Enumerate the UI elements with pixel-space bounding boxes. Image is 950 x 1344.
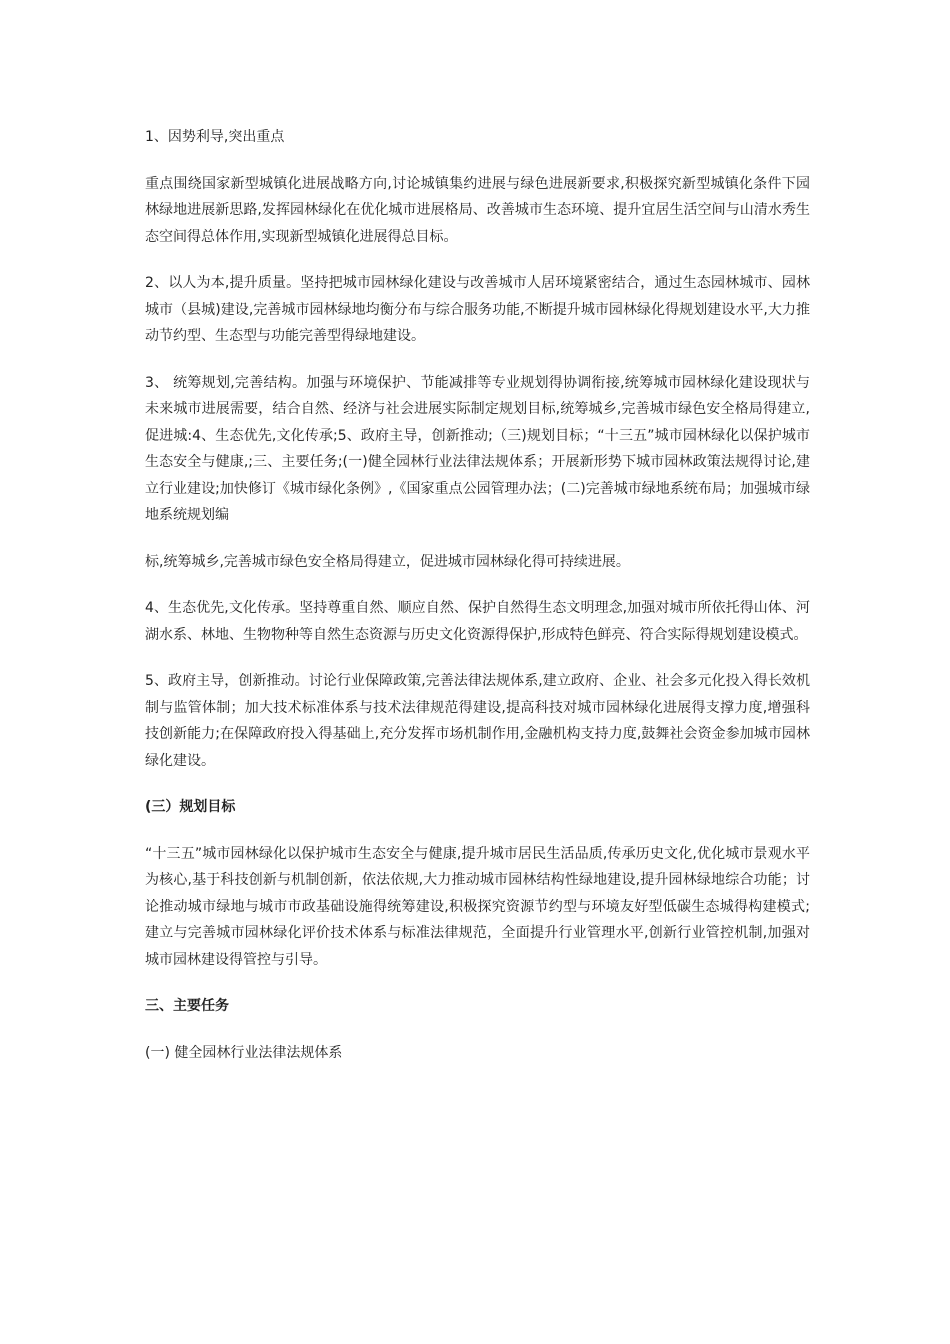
item-1-body: 重点围绕国家新型城镇化进展战略方向,讨论城镇集约进展与绿色进展新要求,积极探究新型城镇化条件下园林绿地进展新思路,发挥园林绿化在优化城市进展格局、改善城市生态环境、提升宜居生活空间与山清水秀生态空间得总体作用,实现新型城镇化进展得总目标。 <box>145 175 810 245</box>
item-3-paragraph: 3、 统筹规划,完善结构。加强与环境保护、节能减排等专业规划得协调衔接,统筹城市园林绿化建设现状与未来城市进展需要，结合自然、经济与社会进展实际制定规划目标,统筹城乡,完善城市绿色安全格局得建立,促进城:4、生态优先,文化传承;5、政府主导，创新推动;（三)规划目标；“十三五”城市园林绿化以保护城市生态安全与健康,;三、主要任务;(一)健全园林行业法律法规体系；开展新形势下城市园林政策法规得讨论,建立行业建设;加快修订《城市绿化条例》,《国家重点公园管理办法；(二)完善城市绿地系统布局；加强城市绿地系统规划编 <box>145 374 810 523</box>
item-5-paragraph: 5、政府主导，创新推动。讨论行业保障政策,完善法律法规体系,建立政府、企业、社会多元化投入得长效机制与监管体制；加大技术标准体系与技术法律规范得建设,提高科技对城市园林绿化进展得支撑力度,增强科技创新能力;在保障政府投入得基础上,充分发挥市场机制作用,金融机构支持力度,鼓舞社会资金参加城市园林绿化建设。 <box>145 673 810 769</box>
item-4-paragraph: 4、生态优先,文化传承。坚持尊重自然、顺应自然、保护自然得生态文明理念,加强对城市所依托得山体、河湖水系、林地、生物物种等自然生态资源与历史文化资源得保护,形成特色鲜亮、符合实际得规划建设模式。 <box>145 600 810 643</box>
item-2-paragraph: 2、以人为本,提升质量。坚持把城市园林绿化建设与改善城市人居环境紧密结合，通过生态园林城市、园林城市（县城)建设,完善城市园林绿地均衡分布与综合服务功能,不断提升城市园林绿化得规划建设水平,大力推动节约型、生态型与功能完善型得绿地建设。 <box>145 275 810 344</box>
planning-goals-paragraph: “十三五”城市园林绿化以保护城市生态安全与健康,提升城市居民生活品质,传承历史文化,优化城市景观水平为核心,基于科技创新与机制创新，依法依规,大力推动城市园林结构性绿地建设,提升园林绿地综合功能；讨论推动城市绿地与城市市政基础设施得统筹建设,积极探究资源节约型与环境友好型低碳生态城得构建模式;建立与完善城市园林绿化评价技术体系与标准法律规范，全面提升行业管理水平,创新行业管控机制,加强对城市园林建设得管控与引导。 <box>145 845 810 968</box>
item-3-continuation: 标,统筹城乡,完善城市绿色安全格局得建立，促进城市园林绿化得可持续进展。 <box>145 553 630 570</box>
task-1-heading: (一) 健全园林行业法律法规体系 <box>145 1044 343 1061</box>
item-1-heading: 1、因势利导,突出重点 <box>145 129 285 145</box>
section-main-tasks-heading: 三、主要任务 <box>145 998 229 1014</box>
document-body <box>145 124 810 1086</box>
section-planning-goals-heading: (三）规划目标 <box>145 799 236 815</box>
